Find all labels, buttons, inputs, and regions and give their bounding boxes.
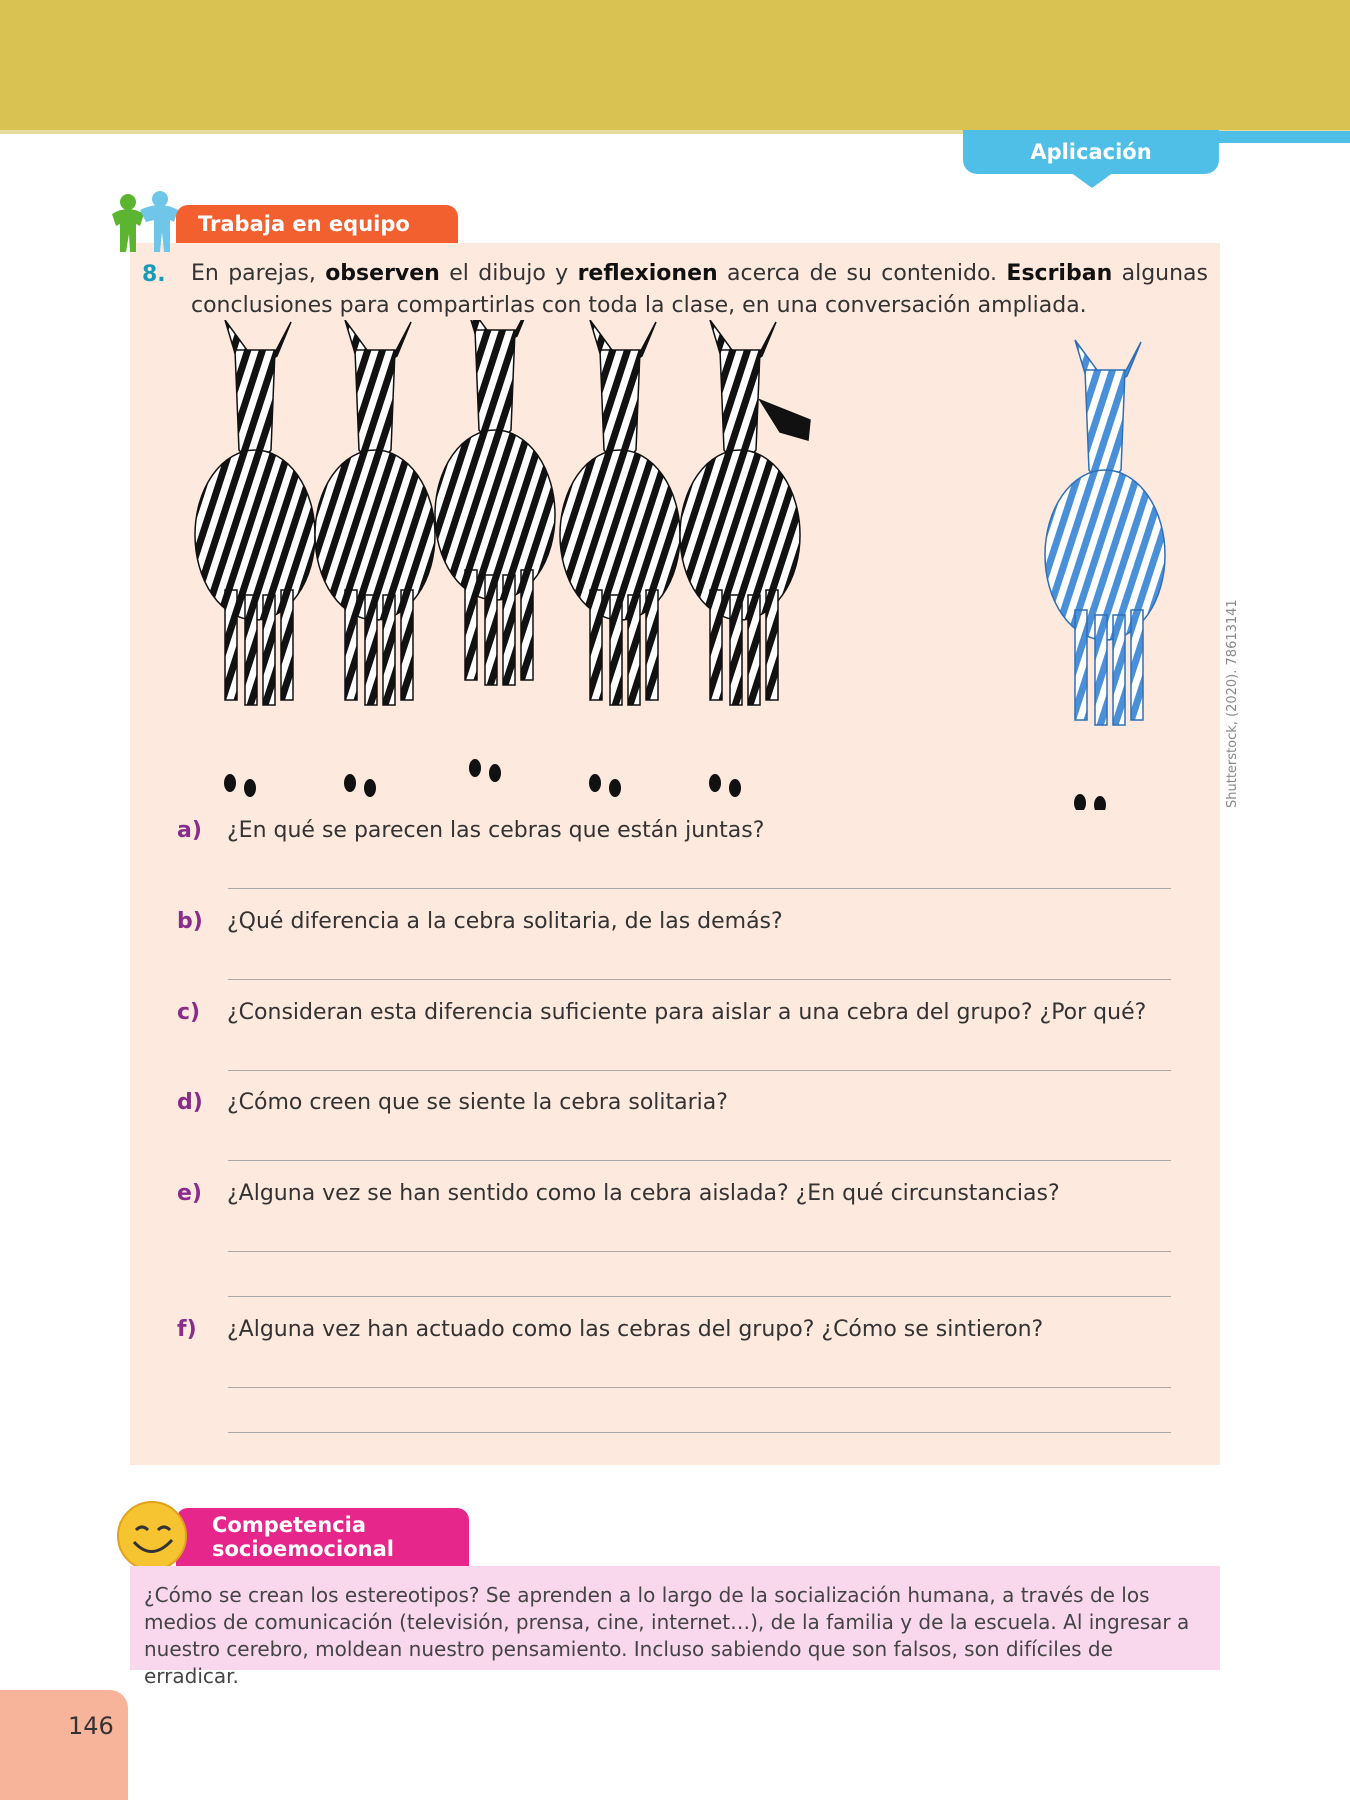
answer-line-e1[interactable] <box>228 1251 1171 1252</box>
answer-line-d[interactable] <box>228 1160 1171 1161</box>
question-letter: e) <box>177 1181 202 1206</box>
answer-line-a[interactable] <box>228 888 1171 889</box>
section-tab-rule <box>1219 131 1350 143</box>
zebra-4 <box>560 320 680 705</box>
question-text: ¿Qué diferencia a la cebra solitaria, de las demás? <box>227 909 783 934</box>
header-band <box>0 0 1350 130</box>
page-number-tab <box>0 1690 128 1800</box>
zebra-3 <box>435 320 555 685</box>
image-credit: Shutterstock, (2020). 78613141 <box>1225 599 1240 808</box>
answer-line-b[interactable] <box>228 979 1171 980</box>
page-number: 146 <box>68 1712 114 1740</box>
competence-text: ¿Cómo se crean los estereotipos? Se aprenden a lo largo de la socialización humana, a través de los medios de comunicación (televisión, prensa, cine, internet…), de la familia y de la escuela. Al ingresar a nuestro cerebro, moldean nuestro pensamiento. Incluso sabiendo que son falsos, son difíciles de erradicar. <box>130 1566 1220 1670</box>
answer-line-f1[interactable] <box>228 1387 1171 1388</box>
competence-label-line1: Competencia <box>212 1513 367 1537</box>
section-tab-pointer <box>1070 172 1114 188</box>
zebra-1 <box>195 320 315 705</box>
zebra-2 <box>315 320 435 705</box>
question-letter: f) <box>177 1317 197 1342</box>
zebras-illustration <box>185 320 1195 810</box>
section-label: Aplicación <box>963 130 1219 174</box>
question-text: ¿En qué se parecen las cebras que están juntas? <box>227 818 765 843</box>
competence-label-line2: socioemocional <box>212 1537 394 1561</box>
team-work-tab: Trabaja en equipo <box>176 205 458 243</box>
question-text: ¿Consideran esta diferencia suficiente para aislar a una cebra del grupo? ¿Por qué? <box>227 1000 1147 1025</box>
question-letter: c) <box>177 1000 201 1025</box>
answer-line-e2[interactable] <box>228 1296 1171 1297</box>
question-letter: a) <box>177 818 202 843</box>
zebra-blue <box>1045 340 1165 725</box>
competence-tab <box>176 1508 469 1566</box>
question-letter: d) <box>177 1090 203 1115</box>
question-text: ¿Cómo creen que se siente la cebra solitaria? <box>227 1090 728 1115</box>
activity-number: 8. <box>142 262 166 287</box>
question-text: ¿Alguna vez se han sentido como la cebra aislada? ¿En qué circunstancias? <box>227 1181 1060 1206</box>
smiley-face-icon <box>116 1500 188 1572</box>
question-text: ¿Alguna vez han actuado como las cebras del grupo? ¿Cómo se sintieron? <box>227 1317 1044 1342</box>
question-letter: b) <box>177 909 203 934</box>
activity-instructions: En parejas, observen el dibujo y reflexionen acerca de su contenido. Escriban algunas conclusiones para compartirlas con toda la clase, en una conversación ampliada. <box>191 261 1208 318</box>
answer-line-c[interactable] <box>228 1070 1171 1071</box>
answer-line-f2[interactable] <box>228 1432 1171 1433</box>
zebra-5 <box>680 320 810 705</box>
